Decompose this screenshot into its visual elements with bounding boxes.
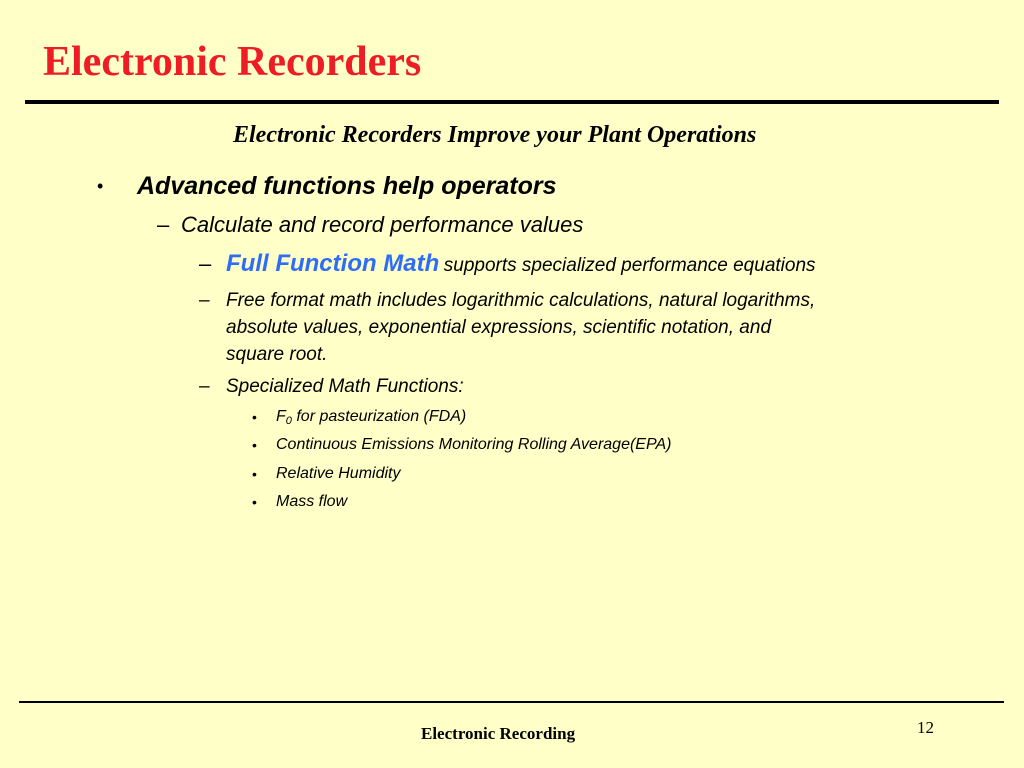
specialized-heading: Specialized Math Functions:: [226, 376, 464, 397]
full-function-math-highlight: Full Function Math: [226, 250, 440, 277]
f0-rest: for pasteurization (FDA): [296, 408, 467, 425]
page-number: 12: [917, 718, 934, 737]
level2-text: Calculate and record performance values: [181, 212, 584, 237]
list-item: Continuous Emissions Monitoring Rolling Average(EPA): [276, 436, 672, 453]
free-format-line-3: square root.: [226, 344, 328, 365]
dash-marker: –: [199, 376, 210, 397]
free-format-line-1: Free format math includes logarithmic calculations, natural logarithms,: [226, 290, 816, 311]
footer-divider: [19, 701, 1004, 703]
dash-marker: –: [157, 212, 170, 237]
f0-symbol: F: [276, 408, 286, 425]
bullet-marker: •: [252, 466, 257, 482]
bullet-marker: •: [97, 176, 104, 196]
level1-text: Advanced functions help operators: [137, 172, 557, 200]
footer-label: Electronic Recording: [421, 724, 576, 743]
slide-subtitle: Electronic Recorders Improve your Plant Operations: [233, 122, 757, 148]
dash-marker: –: [199, 251, 212, 276]
bullet-marker: •: [252, 437, 257, 453]
title-divider: [25, 100, 999, 104]
slide-title: Electronic Recorders: [43, 39, 422, 85]
full-function-math-rest: supports specialized performance equations: [443, 255, 816, 276]
f0-subscript: 0: [285, 415, 292, 427]
list-item: Relative Humidity: [276, 465, 401, 482]
list-item-f0: [276, 406, 466, 428]
bullet-marker: •: [252, 494, 257, 510]
bullet-marker: •: [252, 409, 257, 425]
full-function-math-item: [226, 249, 816, 282]
list-item: Mass flow: [276, 493, 348, 510]
dash-marker: –: [199, 290, 210, 311]
free-format-line-2: absolute values, exponential expressions, scientific notation, and: [226, 317, 772, 338]
